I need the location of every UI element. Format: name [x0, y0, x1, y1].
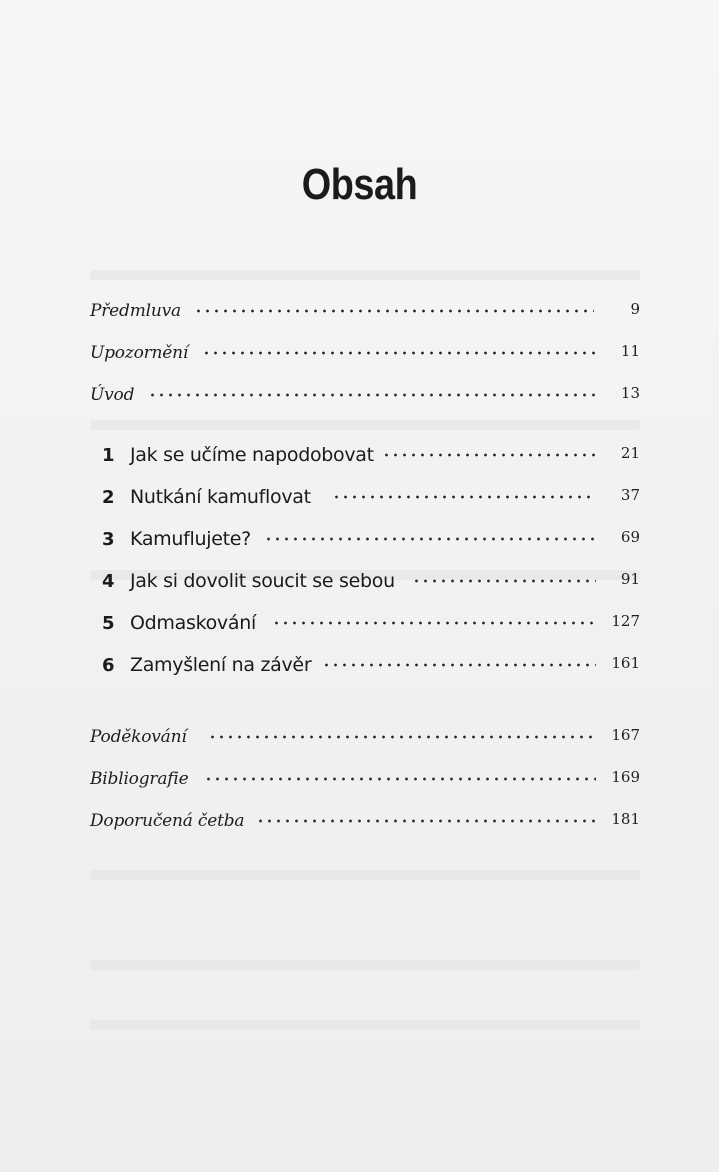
dot-leader: [204, 775, 596, 783]
toc-entry-label: Předmluva: [90, 301, 181, 321]
toc-entry-page: 9: [630, 300, 640, 318]
chapter-title: Nutkání kamuflovat: [130, 486, 311, 508]
dot-leader: [208, 733, 596, 741]
toc-entry-label: Úvod: [90, 385, 135, 405]
toc-entry-page: 169: [611, 768, 640, 786]
toc-entry-page: 69: [620, 528, 640, 546]
toc-entry-chapter-2: [90, 484, 640, 514]
toc-entry-bibliography: [90, 766, 640, 796]
toc-entry-page: 13: [620, 384, 640, 402]
chapter-number: 6: [102, 655, 115, 676]
toc-entry-label: Doporučená četba: [90, 811, 245, 831]
chapter-title: Jak se učíme napodobovat: [130, 444, 374, 466]
toc-entry-chapter-4: [90, 568, 640, 598]
toc-entry-recommended-reading: [90, 808, 640, 838]
dot-leader: [256, 817, 596, 825]
toc-entry-chapter-5: [90, 610, 640, 640]
toc-entry-label: Bibliografie: [90, 769, 189, 789]
dot-leader: [412, 577, 596, 585]
show-through-line: [90, 1020, 640, 1030]
show-through-line: [90, 960, 640, 970]
toc-entry-page: 37: [620, 486, 640, 504]
toc-entry-page: 161: [611, 654, 640, 672]
show-through-line: [90, 870, 640, 880]
page-title: Obsah: [301, 160, 418, 209]
dot-leader: [148, 391, 596, 399]
dot-leader: [332, 493, 596, 501]
toc-entry-label: Upozornění: [90, 343, 189, 363]
chapter-number: 2: [102, 487, 115, 508]
chapter-number: 4: [102, 571, 115, 592]
show-through-line: [90, 270, 640, 280]
toc-entry-page: 21: [620, 444, 640, 462]
chapter-number: 3: [102, 529, 115, 550]
dot-leader: [272, 619, 596, 627]
chapter-title: Odmaskování: [130, 612, 256, 634]
toc-entry-chapter-1: [90, 442, 640, 472]
dot-leader: [264, 535, 596, 543]
toc-entry-page: 167: [611, 726, 640, 744]
toc-entry-label: Poděkování: [90, 727, 187, 747]
chapter-number: 5: [102, 613, 115, 634]
toc-entry-page: 11: [620, 342, 640, 360]
show-through-line: [90, 420, 640, 430]
dot-leader: [194, 307, 594, 315]
chapter-title: Zamyšlení na závěr: [130, 654, 312, 676]
toc-entry-page: 181: [611, 810, 640, 828]
toc-entry-introduction: [90, 382, 640, 412]
dot-leader: [202, 349, 596, 357]
chapter-title: Jak si dovolit soucit se sebou: [130, 570, 395, 592]
chapter-number: 1: [102, 445, 115, 466]
toc-entry-chapter-3: [90, 526, 640, 556]
dot-leader: [322, 661, 596, 669]
toc-entry-notice: [90, 340, 640, 370]
toc-entry-page: 91: [620, 570, 640, 588]
toc-entry-foreword: [90, 298, 640, 328]
toc-entry-chapter-6: [90, 652, 640, 682]
toc-entry-page: 127: [611, 612, 640, 630]
dot-leader: [382, 451, 596, 459]
chapter-title: Kamuflujete?: [130, 528, 251, 550]
toc-entry-acknowledgements: [90, 724, 640, 754]
